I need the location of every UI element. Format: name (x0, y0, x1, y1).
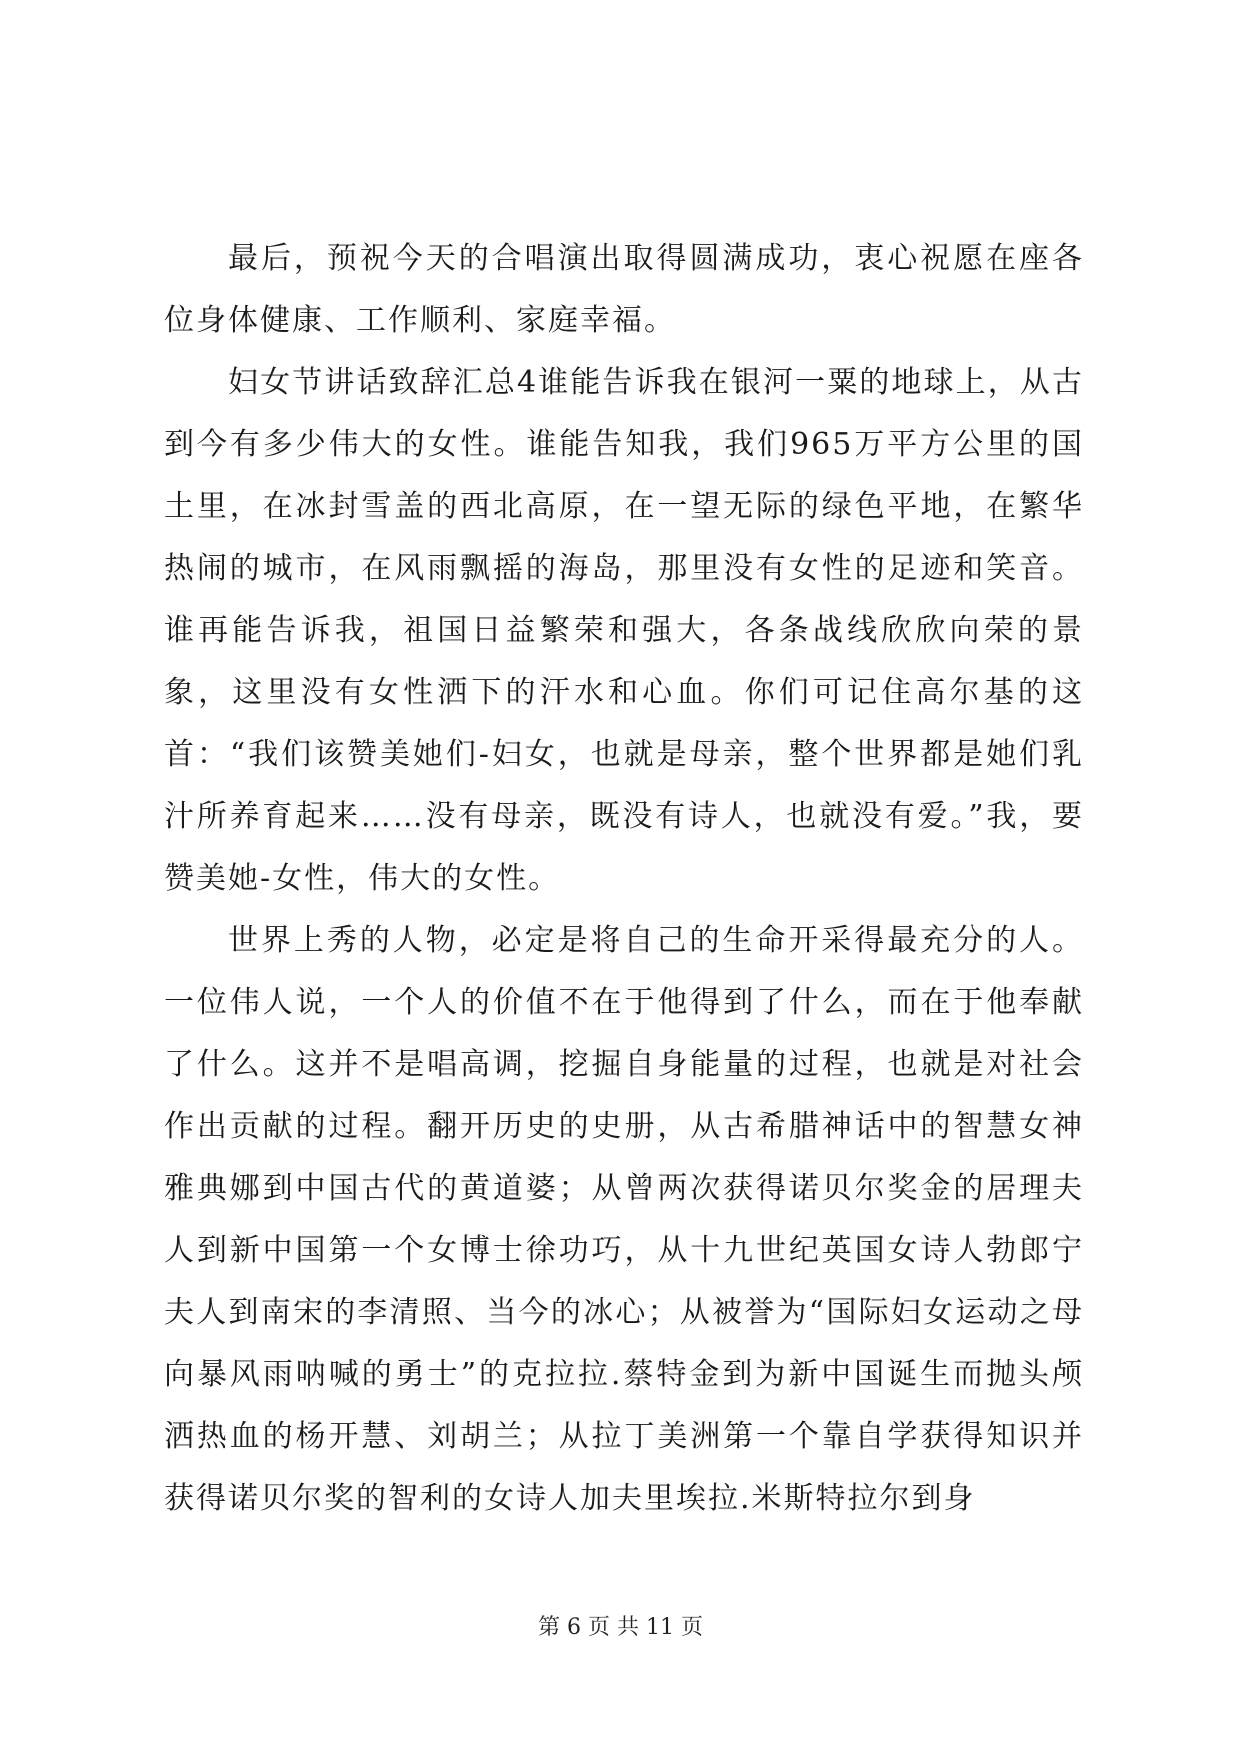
page-number-footer: 第 6 页 共 11 页 (538, 1615, 703, 1640)
paragraph-womens-day-speech: 妇女节讲话致辞汇总4谁能告诉我在银河一粟的地球上，从古到今有多少伟大的女性。谁能告知我，我们965万平方公里的国土里，在冰封雪盖的西北高原，在一望无际的绿色平地，在繁华热闹的城市，在风雨飘摇的海岛，那里没有女性的足迹和笑音。谁再能告诉我，祖国日益繁荣和强大，各条战线欣欣向荣的景象，这里没有女性洒下的汗水和心血。你们可记住高尔基的这首：“我们该赞美她们-妇女，也就是母亲，整个世界都是她们乳汁所养育起来……没有母亲，既没有诗人，也就没有爱。”我，要赞美她-女性，伟大的女性。 (164, 365, 1084, 896)
paragraph-closing-wishes: 最后，预祝今天的合唱演出取得圆满成功，衷心祝愿在座各位身体健康、工作顺利、家庭幸福。 (164, 241, 1084, 338)
document-body (164, 228, 1084, 1530)
paragraph-notable-women: 世界上秀的人物，必定是将自己的生命开采得最充分的人。一位伟人说，一个人的价值不在于他得到了什么，而在于他奉献了什么。这并不是唱高调，挖掘自身能量的过程，也就是对社会作出贡献的过程。翻开历史的史册，从古希腊神话中的智慧女神雅典娜到中国古代的黄道婆；从曾两次获得诺贝尔奖金的居理夫人到新中国第一个女博士徐功巧，从十九世纪英国女诗人勃郎宁夫人到南宋的李清照、当今的冰心；从被誉为“国际妇女运动之母向暴风雨呐喊的勇士”的克拉拉.蔡特金到为新中国诞生而抛头颅洒热血的杨开慧、刘胡兰；从拉丁美洲第一个靠自学获得知识并获得诺贝尔奖的智利的女诗人加夫里埃拉.米斯特拉尔到身 (164, 923, 1084, 1516)
